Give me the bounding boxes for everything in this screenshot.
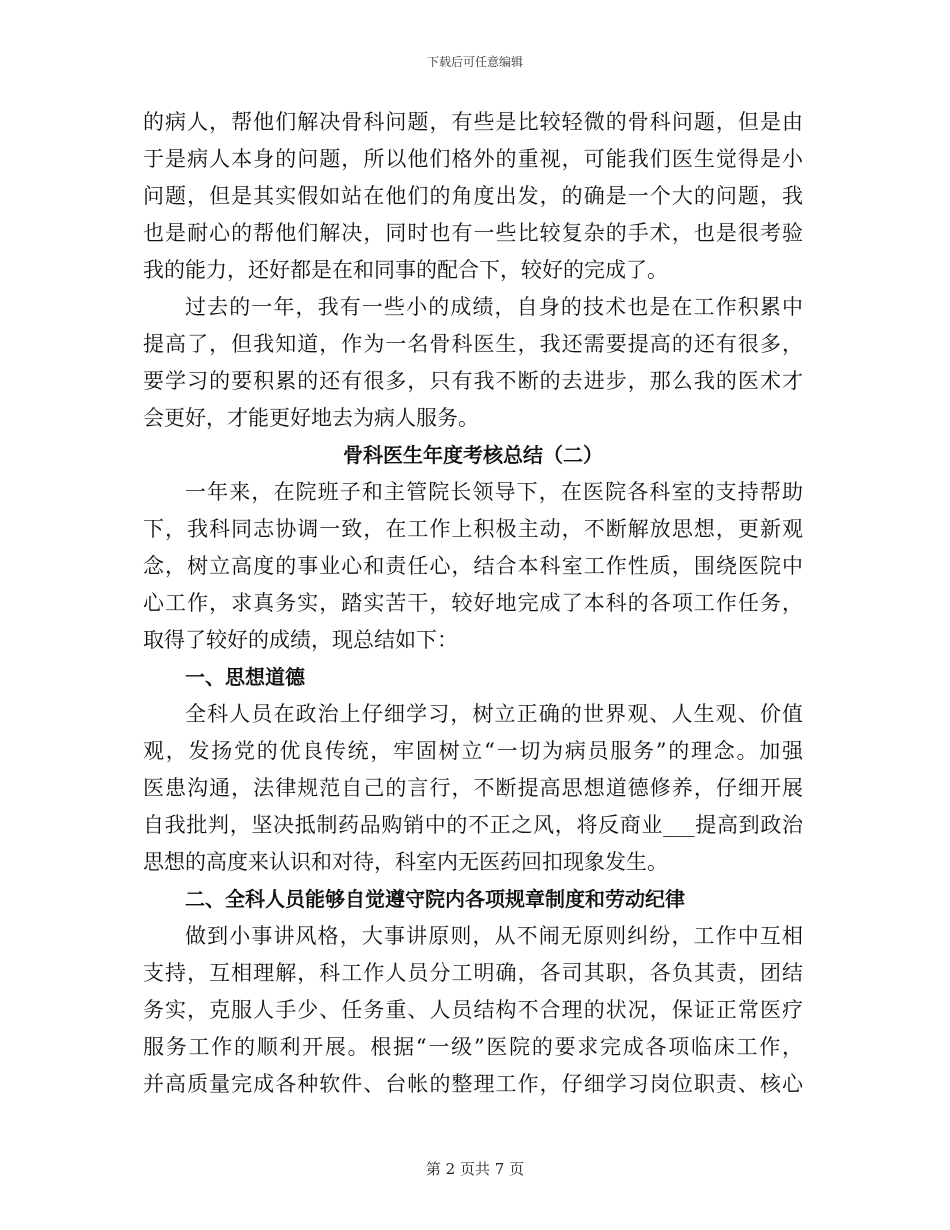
paragraph-line: 取得了较好的成绩，现总结如下： [143, 628, 458, 652]
page-footer: 第 2 页共 7 页 [425, 1160, 525, 1178]
paragraph-line: 要学习的要积累的还有很多，只有我不断的去进步，那么我的医术才 [143, 369, 803, 393]
paragraph-line: 也是耐心的帮他们解决，同时也有一些比较复杂的手术，也是很考验 [143, 221, 803, 245]
paragraph-line: 过去的一年，我有一些小的成绩，自身的技术也是在工作积累中 [185, 295, 803, 319]
paragraph-line: 我的能力，还好都是在和同事的配合下，较好的完成了。 [143, 258, 668, 282]
paragraph-line: 做到小事讲风格，大事讲原则，从不闹无原则纠纷，工作中互相 [185, 924, 803, 948]
paragraph-line: 于是病人本身的问题，所以他们格外的重视，可能我们医生觉得是小 [143, 147, 803, 171]
paragraph-line: 服务工作的顺利开展。根据“一级”医院的要求完成各项临床工作， [143, 1035, 803, 1059]
paragraph-line: 的病人，帮他们解决骨科问题，有些是比较轻微的骨科问题，但是由 [143, 110, 803, 134]
document-body [143, 104, 803, 1103]
paragraph-line: 一年来，在院班子和主管院长领导下，在医院各科室的支持帮助 [185, 480, 803, 504]
paragraph-line: 务实，克服人手少、任务重、人员结构不合理的状况，保证正常医疗 [143, 998, 803, 1022]
paragraph-line: 下，我科同志协调一致，在工作上积极主动，不断解放思想，更新观 [143, 517, 803, 541]
paragraph-line: 支持，互相理解，科工作人员分工明确，各司其职，各负其责，团结 [143, 961, 803, 985]
paragraph-line: 并高质量完成各种软件、台帐的整理工作，仔细学习岗位职责、核心 [143, 1072, 803, 1096]
paragraph-line: 全科人员在政治上仔细学习，树立正确的世界观、人生观、价值 [185, 702, 803, 726]
paragraph-line: 医患沟通，法律规范自己的言行，不断提高思想道德修养，仔细开展 [143, 776, 803, 800]
paragraph-line: 自我批判，坚决抵制药品购销中的不正之风，将反商业___提高到政治 [143, 813, 803, 837]
paragraph-line: 问题，但是其实假如站在他们的角度出发，的确是一个大的问题，我 [143, 184, 803, 208]
paragraph-line: 心工作，求真务实，踏实苦干，较好地完成了本科的各项工作任务， [143, 591, 803, 615]
paragraph-line: 会更好，才能更好地去为病人服务。 [143, 406, 479, 430]
paragraph-line: 思想的高度来认识和对待，科室内无医药回扣现象发生。 [143, 850, 668, 874]
section-heading: 一、思想道德 [185, 665, 305, 689]
paragraph-line: 观，发扬党的优良传统，牢固树立“一切为病员服务”的理念。加强 [143, 739, 803, 763]
section-title: 骨科医生年度考核总结（二） [343, 443, 603, 467]
section-heading: 二、全科人员能够自觉遵守院内各项规章制度和劳动纪律 [185, 887, 685, 911]
paragraph-line: 提高了，但我知道，作为一名骨科医生，我还需要提高的还有很多， [143, 332, 803, 356]
paragraph-line: 念，树立高度的事业心和责任心，结合本科室工作性质，围绕医院中 [143, 554, 803, 578]
page-header: 下载后可任意编辑 [426, 55, 523, 69]
